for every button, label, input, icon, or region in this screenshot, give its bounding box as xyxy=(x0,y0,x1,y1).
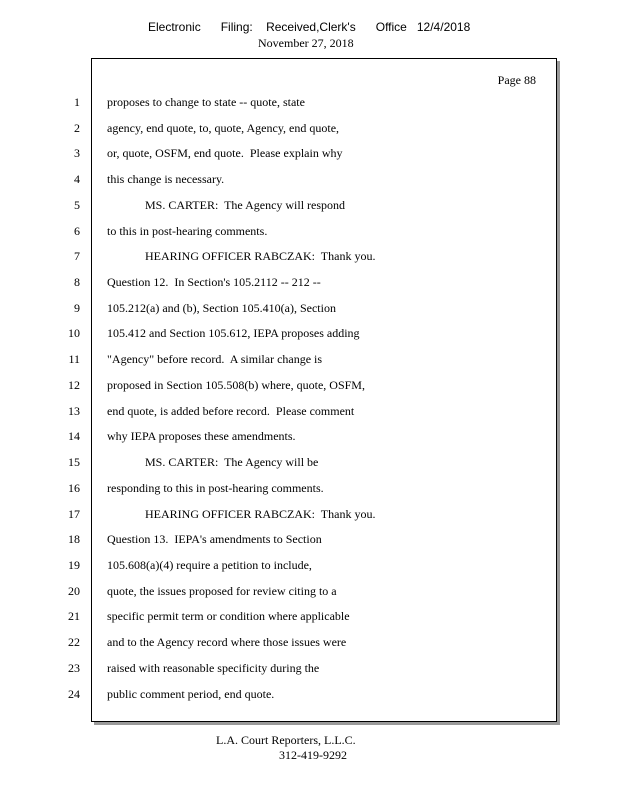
line-number: 20 xyxy=(68,584,80,598)
transcript-line: specific permit term or condition where applicable xyxy=(107,609,350,623)
line-number: 4 xyxy=(74,172,80,186)
transcript-line: and to the Agency record where those issues were xyxy=(107,635,347,649)
transcript-line: proposed in Section 105.508(b) where, quote, OSFM, xyxy=(107,378,365,392)
transcript-line: 105.608(a)(4) require a petition to include, xyxy=(107,558,312,572)
transcript-line: MS. CARTER: The Agency will be xyxy=(145,455,319,469)
line-number: 17 xyxy=(68,507,80,521)
line-number: 24 xyxy=(68,687,80,701)
line-number: 5 xyxy=(74,198,80,212)
line-number: 2 xyxy=(74,121,80,135)
stamp-word-filing: Filing: xyxy=(220,20,253,34)
transcript-line: HEARING OFFICER RABCZAK: Thank you. xyxy=(145,507,376,521)
line-number: 15 xyxy=(68,455,80,469)
transcript-line: why IEPA proposes these amendments. xyxy=(107,429,296,443)
filing-stamp xyxy=(148,20,470,34)
line-number: 22 xyxy=(68,635,80,649)
line-number: 1 xyxy=(74,95,80,109)
line-number: 18 xyxy=(68,532,80,546)
transcript-line: quote, the issues proposed for review citing to a xyxy=(107,584,337,598)
line-number: 11 xyxy=(68,352,80,366)
line-number: 7 xyxy=(74,249,80,263)
line-number: 21 xyxy=(68,609,80,623)
stamp-word-office: Office xyxy=(375,20,407,34)
line-number: 3 xyxy=(74,146,80,160)
transcript-line: proposes to change to state -- quote, state xyxy=(107,95,305,109)
transcript-line: this change is necessary. xyxy=(107,172,225,186)
transcript-line: MS. CARTER: The Agency will respond xyxy=(145,198,346,212)
line-number: 8 xyxy=(74,275,80,289)
line-number: 23 xyxy=(68,661,80,675)
line-number: 19 xyxy=(68,558,80,572)
line-number: 16 xyxy=(68,481,80,495)
transcript-line: or, quote, OSFM, end quote. Please explain why xyxy=(107,146,343,160)
line-number: 12 xyxy=(68,378,80,392)
stamp-word-electronic: Electronic xyxy=(148,20,201,34)
transcript-line: 105.212(a) and (b), Section 105.410(a), Section xyxy=(107,301,336,315)
transcript-line: agency, end quote, to, quote, Agency, end quote, xyxy=(107,121,340,135)
transcript-line: responding to this in post-hearing comments. xyxy=(107,481,324,495)
line-number: 14 xyxy=(68,429,80,443)
stamp-word-received: Received,Clerk's xyxy=(266,20,356,34)
line-number: 10 xyxy=(68,326,80,340)
transcript-line: Question 13. IEPA's amendments to Section xyxy=(107,532,322,546)
line-number: 6 xyxy=(74,224,80,238)
transcript-line: end quote, is added before record. Please comment xyxy=(107,404,355,418)
filed-date: November 27, 2018 xyxy=(258,36,354,50)
transcript-line: HEARING OFFICER RABCZAK: Thank you. xyxy=(145,249,376,263)
transcript-line: "Agency" before record. A similar change is xyxy=(107,352,323,366)
transcript-line: raised with reasonable specificity during the xyxy=(107,661,320,675)
transcript-line: public comment period, end quote. xyxy=(107,687,275,701)
page-number: Page 88 xyxy=(497,73,536,87)
transcript-line: 105.412 and Section 105.612, IEPA proposes adding xyxy=(107,326,360,340)
transcript-line: Question 12. In Section's 105.2112 -- 212 -- xyxy=(107,275,321,289)
stamp-date: 12/4/2018 xyxy=(416,20,471,34)
line-number: 9 xyxy=(74,301,80,315)
reporter-phone: 312-419-9292 xyxy=(279,748,347,762)
line-number: 13 xyxy=(68,404,80,418)
transcript-line: to this in post-hearing comments. xyxy=(107,224,268,238)
reporter-company: L.A. Court Reporters, L.L.C. xyxy=(216,733,356,747)
